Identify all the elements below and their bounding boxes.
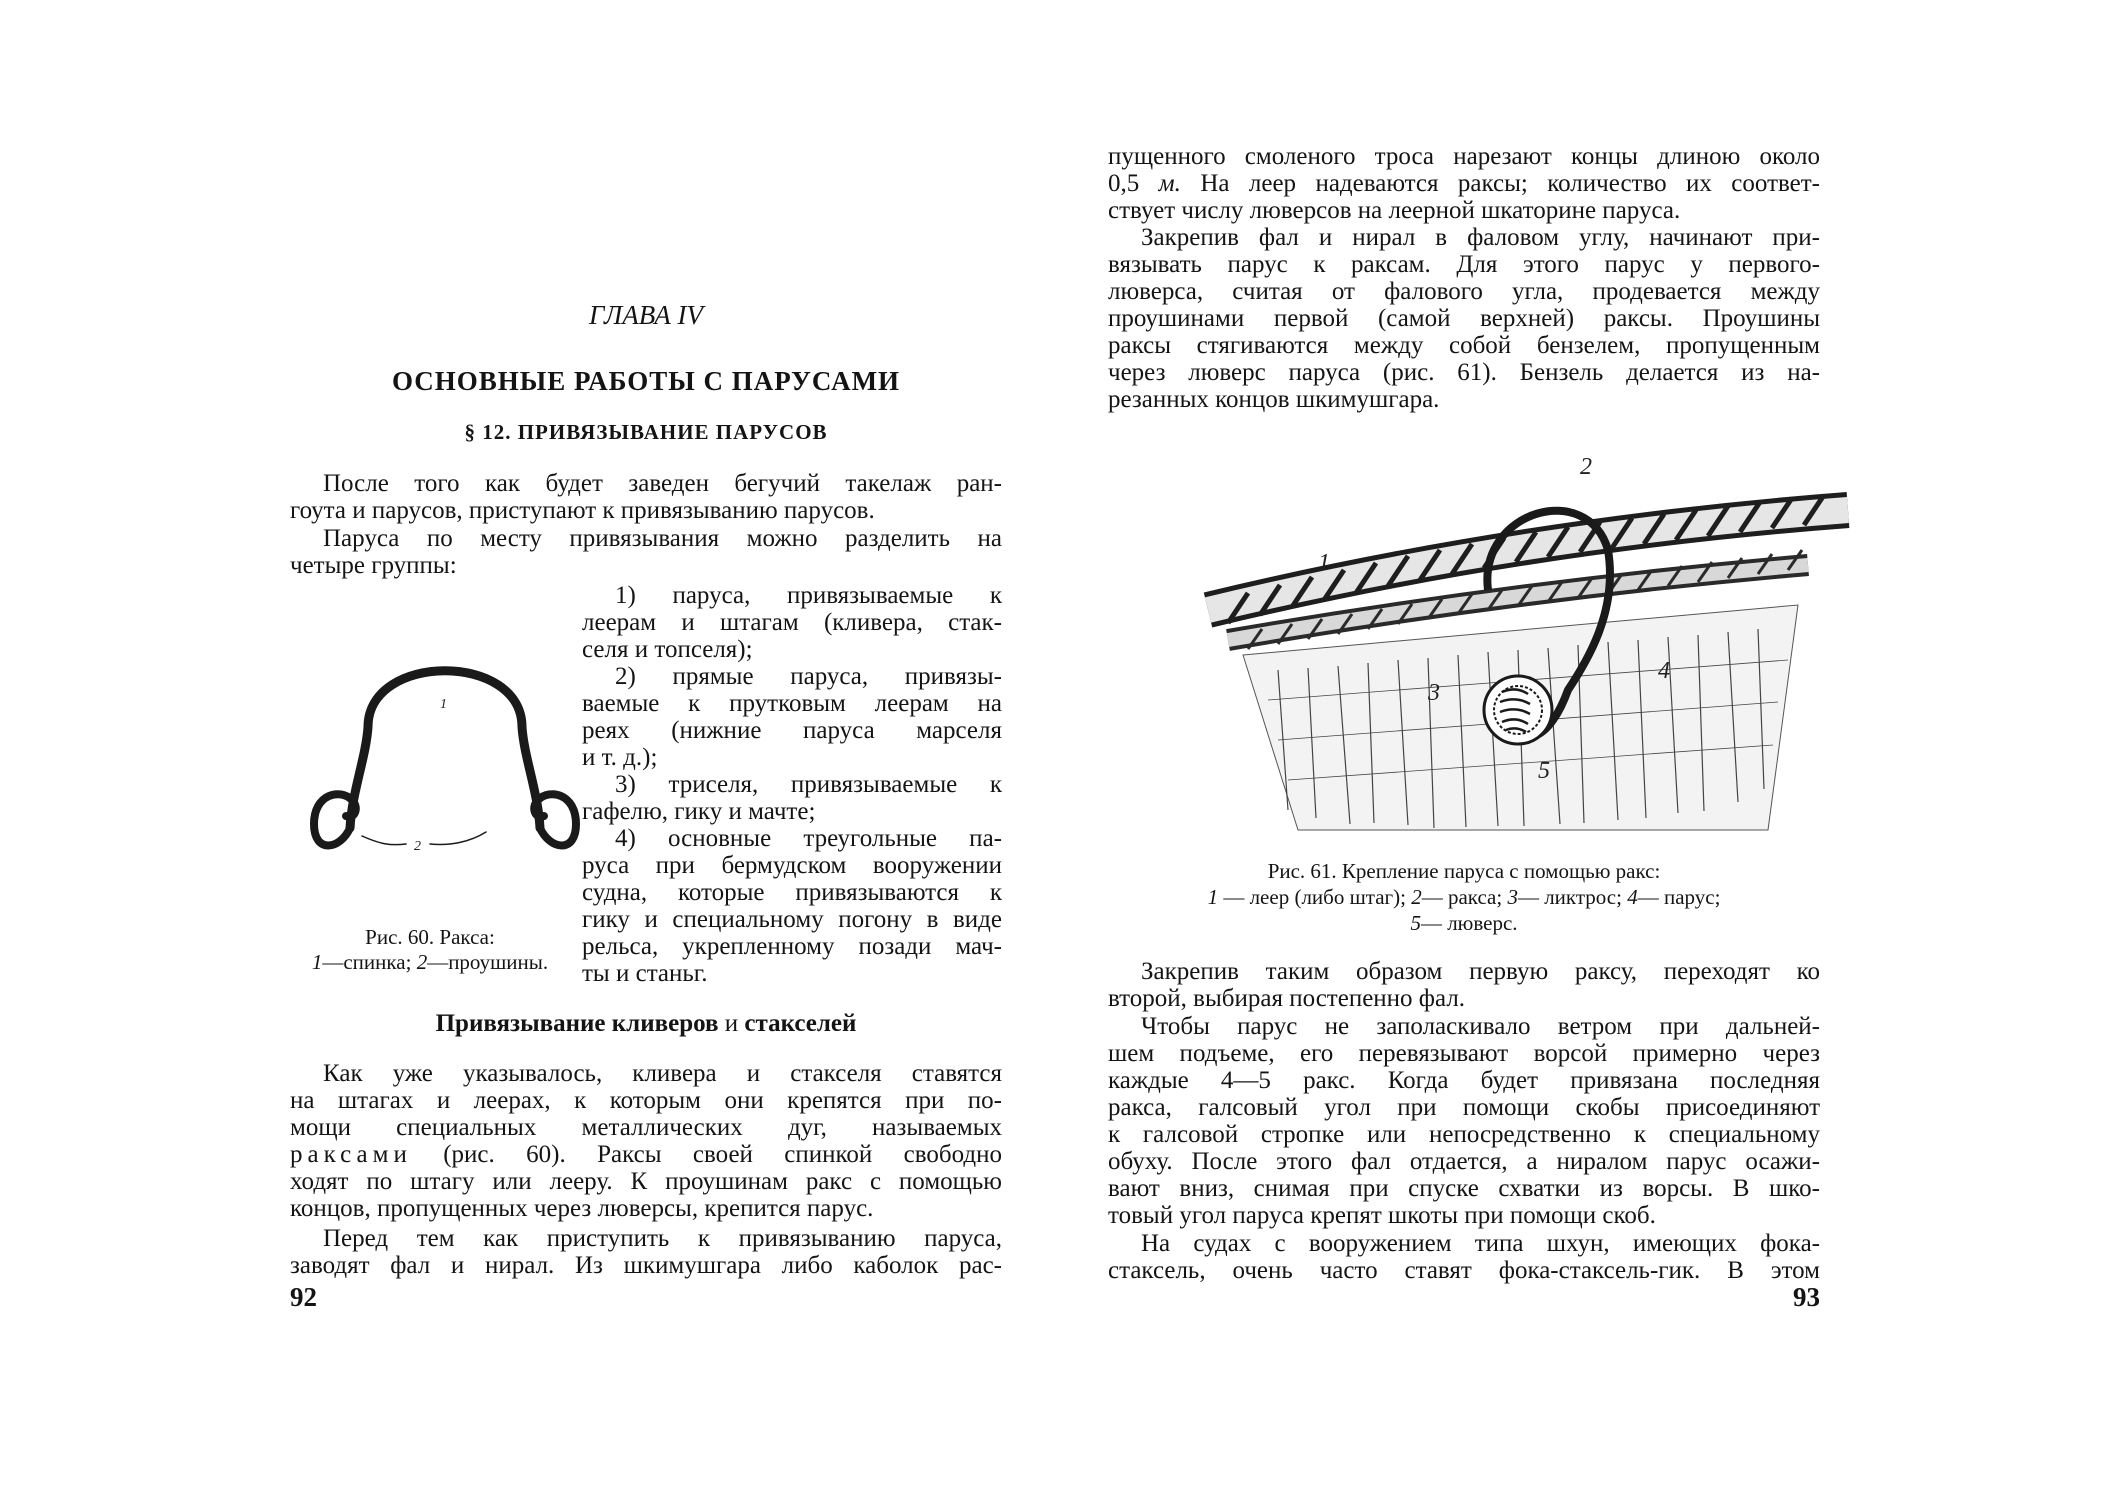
subheading-and: и [724, 1010, 739, 1037]
figure-61-legend-line [1108, 910, 1820, 936]
groups-line: ты и станьг. [582, 960, 708, 987]
p4-line: вают вниз, снимая при спуске схватки из ворсы. В шко- [1108, 1175, 1820, 1202]
groups-line: гику и специальному погону в виде [582, 906, 1002, 933]
legend-num: 1 [1207, 885, 1219, 909]
figure-61-caption [1108, 858, 1820, 936]
figure-60-label-1: 1 [440, 697, 447, 712]
figure-61-label-3: 3 [1428, 680, 1440, 706]
page-number: 92 [290, 1282, 317, 1312]
subheading [290, 1010, 1002, 1038]
p3-line: Закрепив таким образом первую раксу, переходят ко [1141, 958, 1820, 985]
p2-line: проушинами первой (самой верхней) раксы. Проушины [1108, 305, 1820, 332]
legend-num: 4 [1627, 885, 1638, 909]
figure-60-legend [280, 950, 580, 975]
p1-line: концов, пропущенных через люверсы, крепится парус. [290, 1195, 874, 1222]
raksa-eye-left [314, 794, 356, 845]
p4-line: ракса, галсовый угол при помощи скобы присоединяют [1108, 1094, 1820, 1121]
legend-text: — ракса; [1421, 885, 1503, 909]
figure-61-title: Рис. 61. Крепление паруса с помощью ракс: [1267, 859, 1661, 883]
intro-line: Паруса по месту привязывания можно разделить на [323, 525, 1002, 552]
top-line: ствует числу люверсов на леерной шкаторине паруса. [1108, 197, 1681, 224]
subheading-part2: стакселей [744, 1010, 857, 1037]
p4-line: Чтобы парус не заполаскивало ветром при дальней- [1141, 1013, 1820, 1040]
left-page [290, 0, 1002, 1489]
p2-line: вязывать парус к раксам. Для этого парус у первого- [1108, 251, 1820, 278]
intro-line: гоута и парусов, приступают к привязыванию парусов. [290, 497, 875, 524]
unit-start: 0,5 [1108, 170, 1140, 197]
figure-61-sail-attachment [1188, 440, 1878, 840]
figure-61-label-1: 1 [1318, 550, 1330, 576]
groups-line: и т. д.); [582, 744, 658, 771]
chapter-label: ГЛАВА IV [589, 300, 703, 330]
figure-60-caption [280, 925, 580, 975]
section-title: § 12. ПРИВЯЗЫВАНИЕ ПАРУСОВ [464, 420, 828, 444]
p4-line: к галсовой стропке или непосредственно к специальному [1108, 1121, 1820, 1148]
p1-after-spaced: (рис. 60). Раксы своей спинкой свободно [443, 1141, 1003, 1168]
figure-61-legend-line [1108, 884, 1820, 910]
legend-num: 3 [1507, 885, 1518, 909]
groups-line: селя и топселя); [582, 636, 753, 663]
groups-line: 1) паруса, привязываемые к [615, 582, 1002, 609]
legend-text: — леер (либо штаг); [1223, 885, 1406, 909]
subheading-part1: Привязывание кливеров [435, 1010, 719, 1037]
intro-line: четыре группы: [290, 552, 457, 579]
legend-num: 5 [1410, 911, 1421, 935]
groups-line: 4) основные треугольные па- [615, 825, 1002, 852]
legend-text: — ликтрос; [1517, 885, 1622, 909]
figure-61-label-2: 2 [1580, 454, 1592, 480]
legend-text: — парус; [1637, 885, 1721, 909]
p4-line: каждые 4—5 ракс. Когда будет привязана последняя [1108, 1067, 1820, 1094]
legend-text: —проушины. [427, 950, 549, 974]
figure-60-title: Рис. 60. Ракса: [365, 925, 495, 949]
intro-line: После того как будет заведен бегучий такелаж ран- [323, 470, 1002, 497]
groups-line: леерам и штагам (кливера, стак- [582, 609, 1002, 636]
groups-line: судна, которые привязываются к [582, 879, 1002, 906]
p2-line: Перед тем как приступить к привязыванию паруса, [323, 1225, 1002, 1252]
chapter-title: ОСНОВНЫЕ РАБОТЫ С ПАРУСАМИ [391, 366, 901, 396]
right-page [1108, 0, 1820, 1489]
figure-61-label-4: 4 [1658, 658, 1670, 684]
legend-num: 2 [416, 950, 428, 974]
groups-line: гафелю, гику и мачте; [582, 798, 816, 825]
groups-line: 2) прямые паруса, привязы- [615, 663, 1002, 690]
groups-line: ваемые к прутковым леерам на [582, 690, 1002, 717]
p3-line: второй, выбирая постепенно фал. [1108, 985, 1466, 1012]
groups-line: реях (нижние паруса марселя [582, 717, 1002, 744]
p2-line: заводят фал и нирал. Из шкимушгара либо каболок рас- [290, 1252, 1002, 1279]
p4-line: обуху. После этого фал отдается, а ниралом парус осажи- [1108, 1148, 1820, 1175]
unit-end: На леер надеваются раксы; количество их соответ- [1200, 170, 1821, 197]
p2-line: резанных концов шкимушгара. [1108, 386, 1440, 413]
raksa-back [350, 671, 540, 828]
p1-line: на штагах и леерах, к которым они крепятся при по- [290, 1087, 1002, 1114]
leader-line-2 [362, 832, 486, 845]
p2-line: Закрепив фал и нирал в фаловом углу, начинают при- [1141, 224, 1820, 251]
p4-line: товый угол паруса крепят шкоты при помощи скоб. [1108, 1202, 1656, 1229]
p2-line: люверса, считая от фалового угла, продевается между [1108, 278, 1820, 305]
p1-line: мощи специальных металлических дуг, называемых [290, 1114, 1002, 1141]
legend-text: —спинка; [322, 950, 412, 974]
legend-num: 1 [311, 950, 323, 974]
spaced-word: раксами [290, 1141, 412, 1168]
figure-60-raksa [310, 632, 580, 882]
unit-italic: м. [1158, 170, 1181, 197]
figure-61-label-5: 5 [1538, 758, 1550, 784]
page-number: 93 [1793, 1282, 1820, 1312]
figure-60-label-2: 2 [414, 839, 421, 854]
groups-line: руса при бермудском вооружении [582, 852, 1002, 879]
groups-line: 3) триселя, привязываемые к [615, 771, 1002, 798]
p1-line: ходят по штагу или леeру. К проушинам ракс с помощью [290, 1168, 1002, 1195]
p2-line: раксы стягиваются между собой бензелем, пропущенным [1108, 332, 1820, 359]
p4-line: шем подъеме, его перевязывают ворсой примерно через [1108, 1040, 1820, 1067]
p2-line: через люверс паруса (рис. 61). Бензель делается из на- [1108, 359, 1820, 386]
p5-line: На судах с вооружением типа шхун, имеющих фока- [1141, 1230, 1820, 1257]
p5-line: стаксель, очень часто ставят фока-стаксель-гик. В этом [1108, 1257, 1820, 1284]
top-line-unit [1108, 170, 1820, 198]
groups-line: рельса, укрепленному позади мач- [582, 933, 1002, 960]
legend-text: — люверс. [1420, 911, 1518, 935]
p1-line: Как уже указывалось, кливера и стакселя ставятся [323, 1060, 1002, 1087]
raksa-eye-right [534, 794, 576, 845]
legend-num: 2 [1411, 885, 1422, 909]
p1-line-spaced [290, 1141, 1002, 1169]
top-line: пущенного смоленого троса нарезают концы длиною около [1108, 143, 1820, 170]
